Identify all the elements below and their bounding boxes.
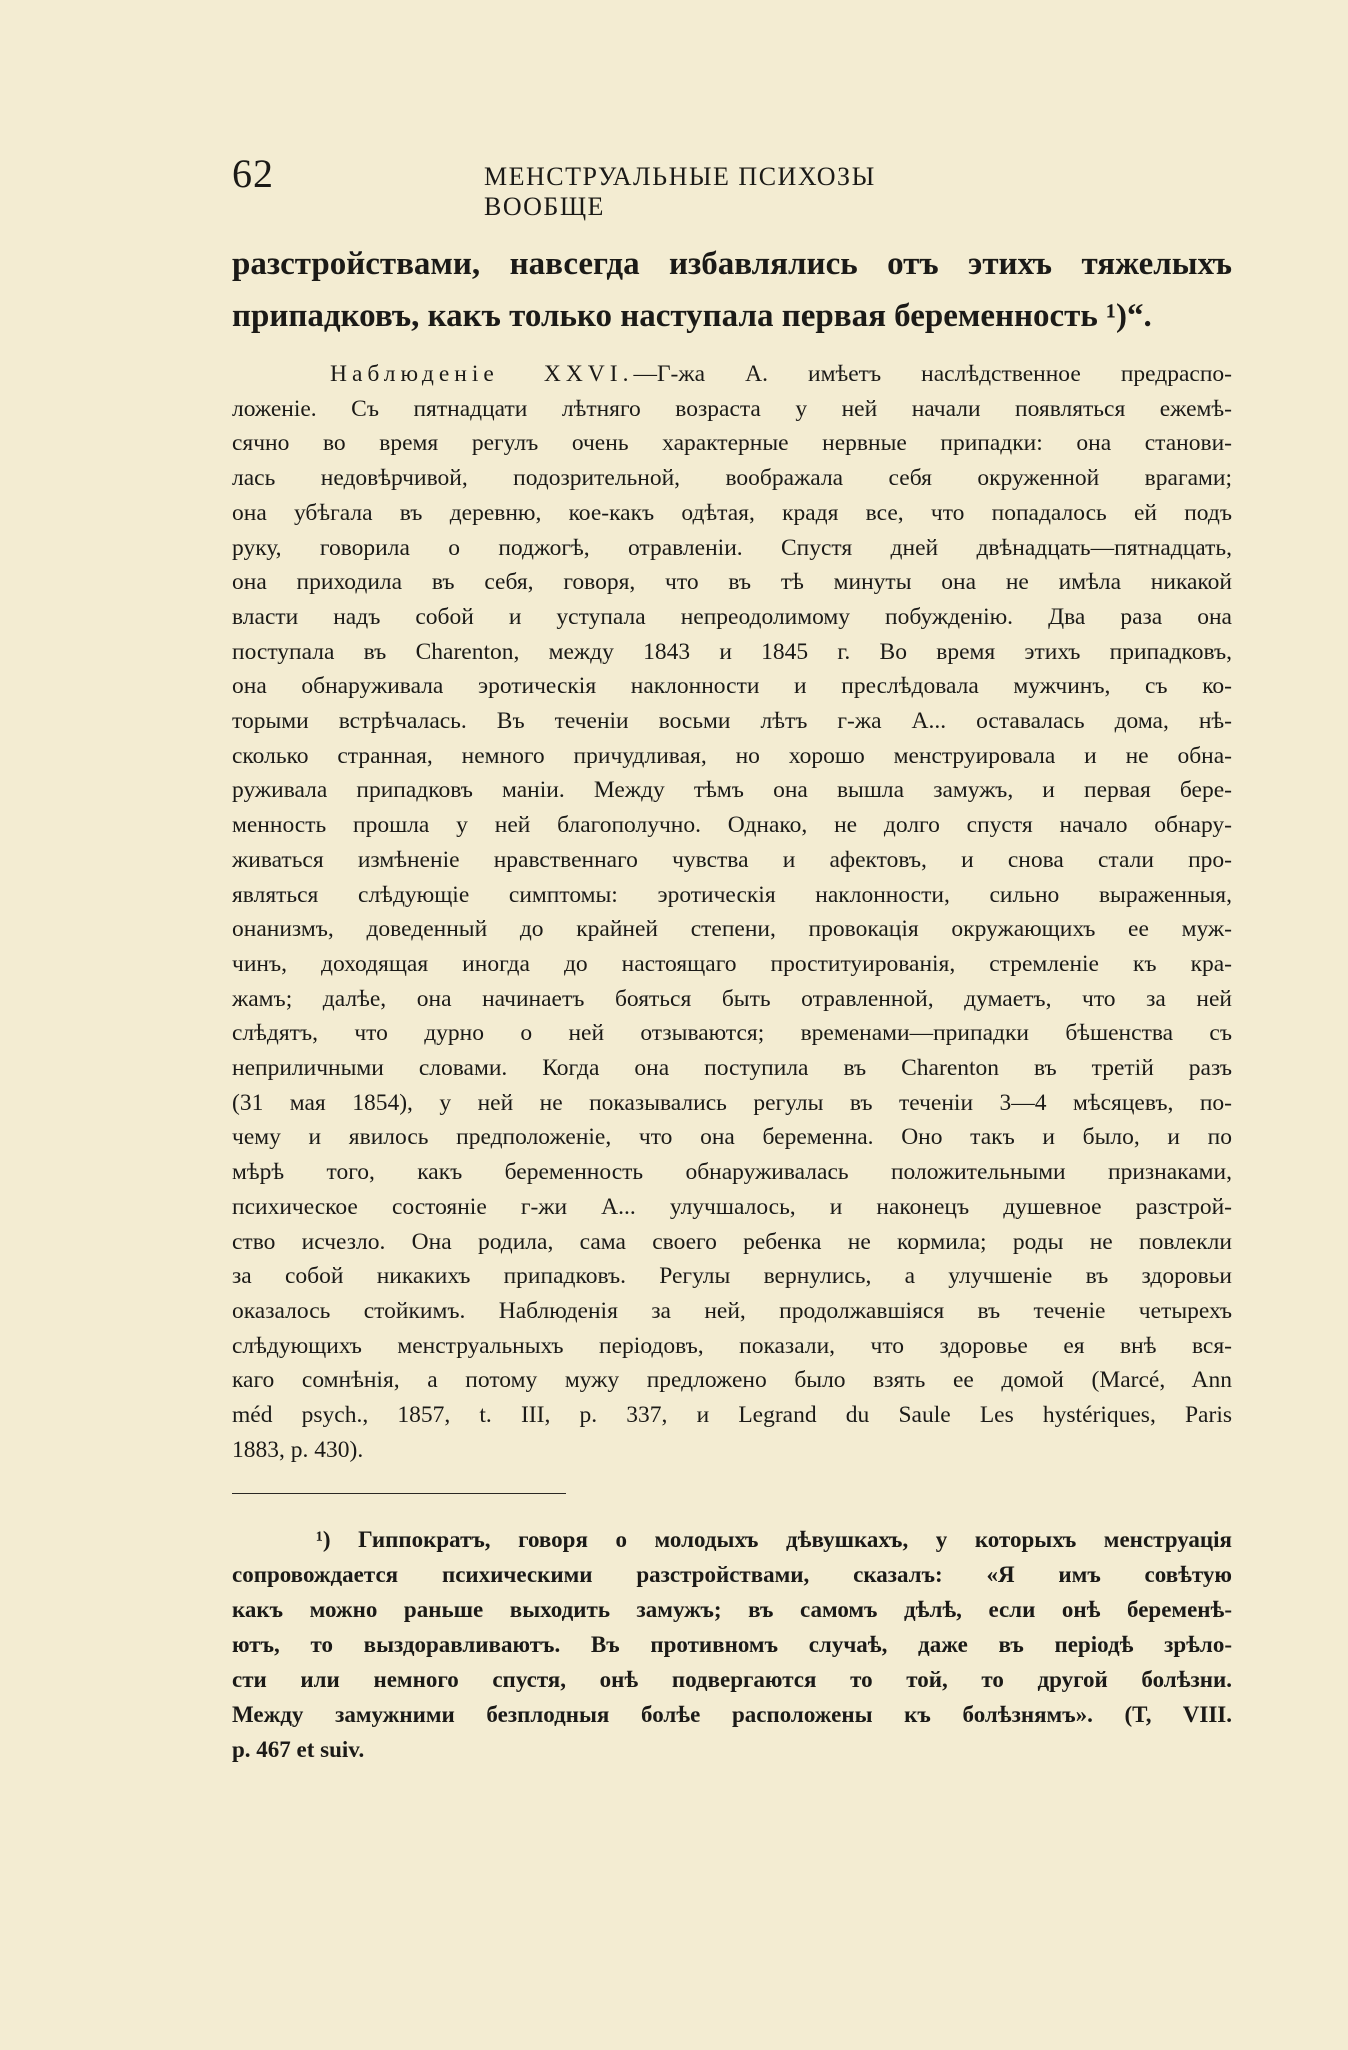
footnote-divider: [232, 1493, 566, 1494]
text-line: чинъ, доходящая иногда до настоящаго проституированія, стремленіе къ кра-: [232, 950, 1232, 977]
running-title: МЕНСТРУАЛЬНЫЕ ПСИХОЗЫ ВООБЩЕ: [484, 162, 876, 221]
text-line: менность прошла у ней благополучно. Однако, не долго спустя начало обнару-: [232, 812, 1232, 839]
text-line: припадковъ, какъ только наступала первая беременность ¹)“.: [232, 298, 1152, 334]
footnote: [232, 1522, 1232, 1767]
text-line: (31 мая 1854), у ней не показывались регулы въ теченіи 3—4 мѣсяцевъ, по-: [232, 1089, 1232, 1116]
observation-lines: [232, 392, 1232, 1468]
text-line: сопровождается психическими разстройствами, сказалъ: «Я имъ совѣтую: [232, 1562, 1232, 1587]
text-line: онанизмъ, доведенный до крайней степени, провокація окружающихъ ее муж-: [232, 916, 1232, 943]
page-header: [232, 150, 992, 221]
text-line: поступала въ Charenton, между 1843 и 1845 г. Во время этихъ припадковъ,: [232, 638, 1232, 665]
text-line: сячно во время регулъ очень характерные нервные припадки: она станови-: [232, 430, 1232, 457]
observation-label: Наблюденіе XXVI.: [330, 361, 634, 387]
text-line: слѣдующихъ менструальныхъ періодовъ, показали, что здоровье ея внѣ вся-: [232, 1332, 1232, 1359]
text-line: власти надъ собой и уступала непреодолимому побужденію. Два раза она: [232, 603, 1232, 630]
text-line: торыми встрѣчалась. Въ теченіи восьми лѣтъ г-жа А... оставалась дома, нѣ-: [232, 708, 1232, 735]
text-line: ¹) Гиппократъ, говоря о молодыхъ дѣвушкахъ, у которыхъ менструація: [316, 1527, 1232, 1552]
text-line: ство исчезло. Она родила, сама своего ребенка не кормила; роды не повлекли: [232, 1228, 1232, 1255]
text-line: ложеніе. Съ пятнадцати лѣтняго возраста у ней начали появляться ежемѣ-: [232, 395, 1232, 422]
text-line: 1883, p. 430).: [232, 1436, 364, 1463]
text-line: за собой никакихъ припадковъ. Регулы вернулись, а улучшеніе въ здоровьи: [232, 1263, 1232, 1290]
text-line: какъ можно раньше выходить замужъ; въ самомъ дѣлѣ, если онѣ беременѣ-: [232, 1597, 1232, 1622]
text-line: разстройствами, навсегда избавлялись отъ этихъ тяжелыхъ: [232, 246, 1232, 282]
text-line: p. 467 et suiv.: [232, 1737, 365, 1762]
text-line: ютъ, то выздоравливаютъ. Въ противномъ случаѣ, даже въ періодѣ зрѣло-: [232, 1632, 1232, 1657]
text-line: психическое состояніе г-жи А... улучшалось, и наконецъ душевное разстрой-: [232, 1193, 1232, 1220]
text-line: неприличными словами. Когда она поступила въ Charenton въ третій разъ: [232, 1055, 1232, 1082]
text-line: чему и явилось предположеніе, что она беременна. Оно такъ и было, и по: [232, 1124, 1232, 1151]
text-line: слѣдятъ, что дурно о ней отзываются; временами—припадки бѣшенства съ: [232, 1020, 1232, 1047]
text-line: она приходила въ себя, говоря, что въ тѣ минуты она не имѣла никакой: [232, 569, 1232, 596]
text-line: сколько странная, немного причудливая, но хорошо менструировала и не обна-: [232, 742, 1232, 769]
text-line: —Г-жа А. имѣетъ наслѣдственное предраспо-: [633, 361, 1232, 387]
page-number: 62: [232, 151, 274, 196]
text-line: она обнаруживала эротическія наклонности и преслѣдовала мужчинъ, съ ко-: [232, 673, 1232, 700]
text-line: сти или немного спустя, онѣ подвергаются то той, то другой болѣзни.: [232, 1667, 1232, 1692]
text-line: живаться измѣненіе нравственнаго чувства и афектовъ, и снова стали про-: [232, 846, 1232, 873]
text-line: она убѣгала въ деревню, кое-какъ одѣтая, крадя все, что попадалось ей подъ: [232, 499, 1232, 526]
text-line: каго сомнѣнія, а потому мужу предложено было взять ее домой (Marcé, Ann: [232, 1367, 1232, 1394]
text-line: méd psych., 1857, t. III, p. 337, и Legrand du Saule Les hystériques, Paris: [232, 1402, 1232, 1429]
text-line: Между замужними безплодныя болѣе расположены къ болѣзнямъ». (T, VIII.: [232, 1702, 1232, 1727]
text-line: жамъ; далѣе, она начинаетъ бояться быть отравленной, думаетъ, что за ней: [232, 985, 1232, 1012]
text-line: являться слѣдующіе симптомы: эротическія наклонности, сильно выраженныя,: [232, 881, 1232, 908]
observation-first-line: [232, 357, 1232, 392]
text-line: руку, говорила о поджогѣ, отравленіи. Спустя дней двѣнадцать—пятнадцать,: [232, 534, 1232, 561]
footnote-lines: [232, 1522, 1232, 1767]
text-line: лась недовѣрчивой, подозрительной, воображала себя окруженной врагами;: [232, 465, 1232, 492]
text-line: мѣрѣ того, какъ беременность обнаруживалась положительными признаками,: [232, 1159, 1232, 1186]
text-line: руживала припадковъ маніи. Между тѣмъ она вышла замужъ, и первая бере-: [232, 777, 1232, 804]
text-line: оказалось стойкимъ. Наблюденія за ней, продолжавшіяся въ теченіе четырехъ: [232, 1297, 1232, 1324]
observation-paragraph: [232, 357, 1232, 1468]
lead-paragraph: [232, 238, 1232, 342]
